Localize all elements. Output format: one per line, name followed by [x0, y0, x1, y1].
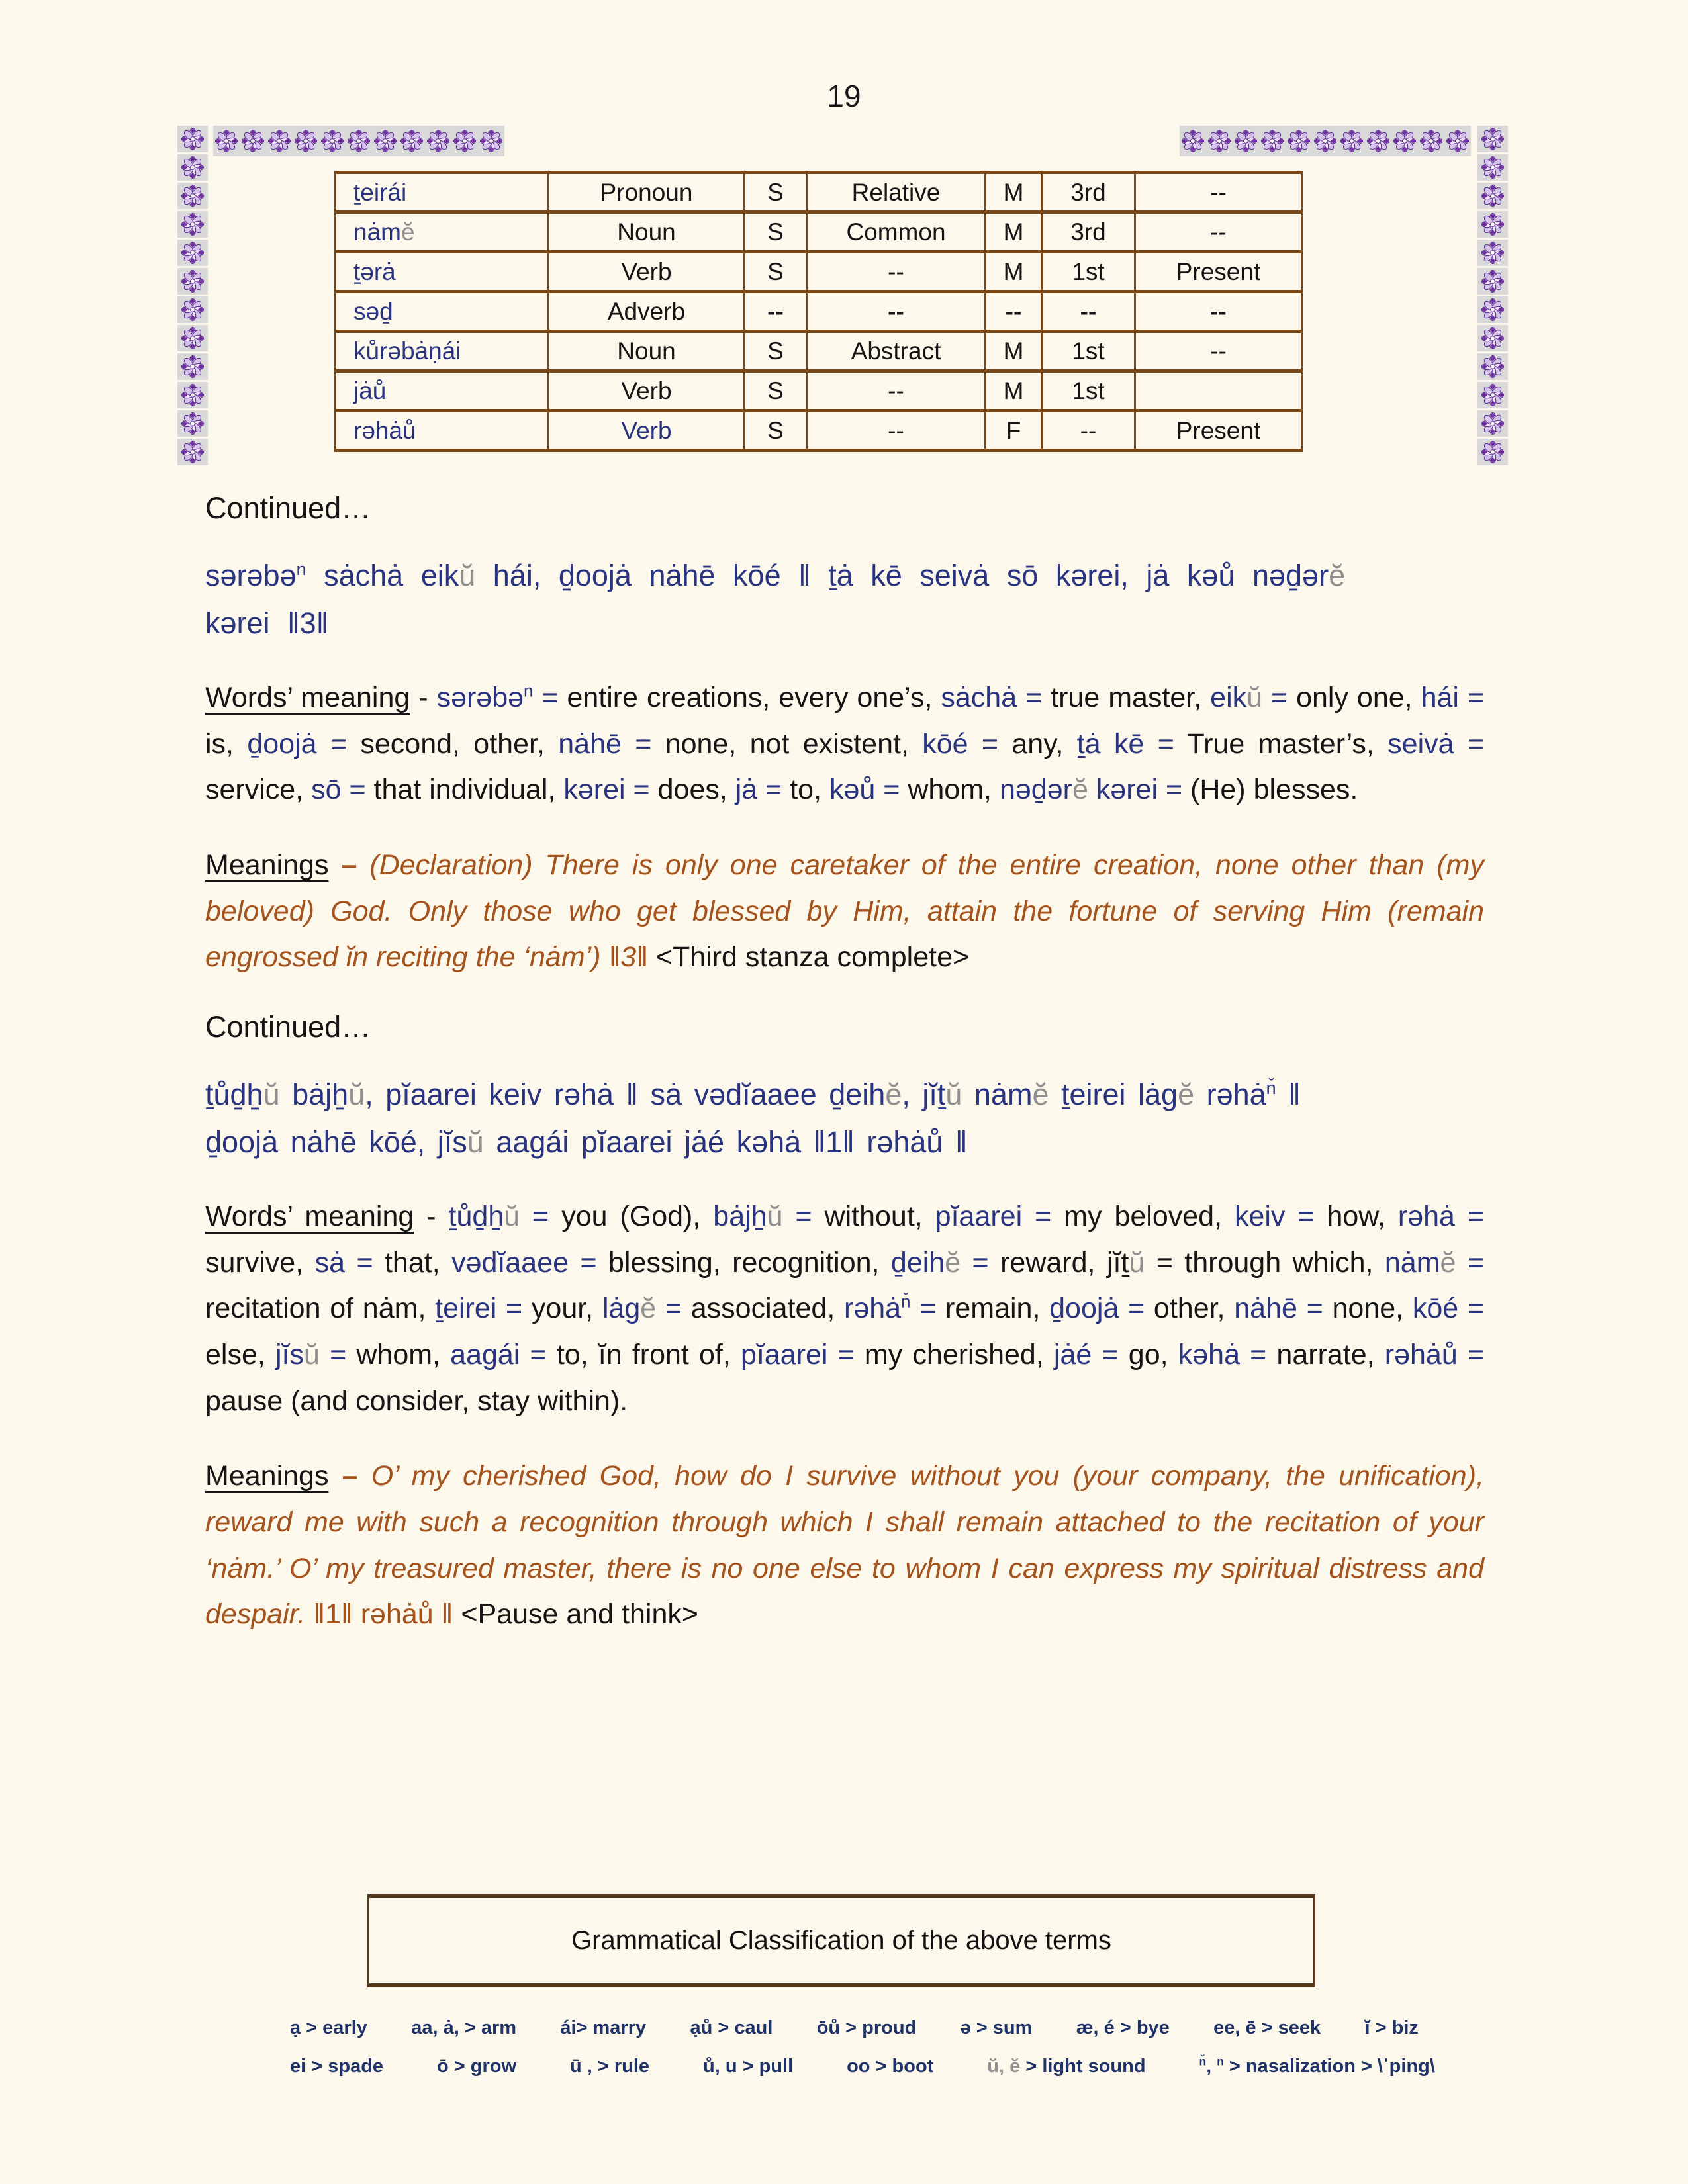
flower-icon: [181, 441, 204, 463]
flower-icon: [1481, 242, 1504, 264]
pronunciation-key-item: æ, é > bye: [1076, 2017, 1170, 2038]
table-cell: --: [807, 292, 986, 332]
pronunciation-key-item: ū , > rule: [569, 2056, 650, 2077]
pronunciation-key-row-1: [290, 2017, 1419, 2039]
table-cell: --: [1042, 411, 1135, 451]
table-cell: --: [1042, 292, 1135, 332]
flower-icon: [242, 130, 264, 152]
flower-icon: [181, 270, 204, 293]
table-cell: Relative: [807, 173, 986, 212]
table-cell: S: [745, 173, 807, 212]
flower-icon: [374, 130, 397, 152]
table-cell: S: [745, 332, 807, 371]
flower-icon: [1481, 213, 1504, 236]
flower-icon: [480, 130, 502, 152]
flower-icon: [181, 128, 204, 150]
flower-icon: [181, 242, 204, 264]
flower-icon: [1481, 384, 1504, 406]
table-cell: səḏ: [336, 292, 549, 332]
flower-icon: [181, 156, 204, 179]
table-cell: Adverb: [549, 292, 745, 332]
table-cell: Pronoun: [549, 173, 745, 212]
flower-cell: [177, 126, 208, 152]
table-cell: ṯərȧ: [336, 252, 549, 292]
flower-icon: [1208, 130, 1231, 152]
table-cell: Noun: [549, 332, 745, 371]
flower-cell: [1477, 296, 1508, 323]
table-cell: --: [745, 292, 807, 332]
flower-cell: [1477, 183, 1508, 209]
flower-icon: [321, 130, 344, 152]
page-number: 19: [827, 79, 861, 113]
flower-cell: [1477, 410, 1508, 437]
flower-cell: [177, 382, 208, 408]
flower-cell: [177, 240, 208, 266]
flower-icon: [1261, 130, 1284, 152]
table-cell: M: [986, 371, 1042, 411]
grammar-table: [334, 171, 1303, 452]
ornament-right-column: [1477, 126, 1508, 465]
flower-cell: [1477, 439, 1508, 465]
table-cell: 1st: [1042, 371, 1135, 411]
pronunciation-key-item: $^{n̆}$, $^n$ > nasalization > \ˈping\: [1199, 2054, 1435, 2077]
flower-cell: [1477, 382, 1508, 408]
pronunciation-key-item: aa, ȧ, > arm: [411, 2017, 517, 2038]
table-cell: S: [745, 252, 807, 292]
table-cell: kůrəbȧṇái: [336, 332, 549, 371]
table-cell: M: [986, 173, 1042, 212]
table-row: [336, 212, 1302, 252]
flower-icon: [181, 327, 204, 349]
pronunciation-key-row-2: [290, 2056, 1435, 2077]
pronunciation-key-item: ĭ > biz: [1364, 2017, 1419, 2038]
table-cell: F: [986, 411, 1042, 451]
table-cell: 1st: [1042, 252, 1135, 292]
flower-icon: [181, 412, 204, 435]
table-cell: 3rd: [1042, 173, 1135, 212]
table-cell: rəhȧů: [336, 411, 549, 451]
table-cell: M: [986, 252, 1042, 292]
pronunciation-key-item: ō > grow: [437, 2056, 517, 2077]
table-cell: Abstract: [807, 332, 986, 371]
flower-icon: [181, 185, 204, 207]
flower-icon: [1393, 130, 1416, 152]
flower-cell: [177, 296, 208, 323]
flower-icon: [268, 130, 291, 152]
flower-icon: [1481, 270, 1504, 293]
table-cell: M: [986, 212, 1042, 252]
pronunciation-key-item: ạů > caul: [690, 2017, 773, 2038]
flower-icon: [295, 130, 317, 152]
table-row: [336, 332, 1302, 371]
flower-cell: [1477, 325, 1508, 351]
flower-cell: [1477, 154, 1508, 181]
table-cell: Common: [807, 212, 986, 252]
meanings-1: Meanings – (Declaration) There is only one caretaker of the entire creation, none other than (my beloved) God. Only those who get blessed by Him, attain the fortune of serving Him (remain engrossed ĭn reciting the ‘nȧm’) ǁ3ǁ <Third stanza complete>: [205, 848, 1484, 974]
flower-icon: [181, 213, 204, 236]
flower-cell: [1477, 240, 1508, 266]
ornament-left-column: [177, 126, 208, 465]
flower-icon: [1481, 128, 1504, 150]
table-cell: Noun: [549, 212, 745, 252]
table-cell: Verb: [549, 371, 745, 411]
classification-box: [367, 1894, 1315, 1987]
table-cell: nȧmĕ: [336, 212, 549, 252]
table-cell: Verb: [549, 252, 745, 292]
table-row: [336, 411, 1302, 451]
flower-icon: [1481, 156, 1504, 179]
content-column: [205, 491, 1484, 1667]
flower-icon: [181, 355, 204, 378]
flower-cell: [177, 410, 208, 437]
flower-cell: [177, 183, 208, 209]
table-cell: 3rd: [1042, 212, 1135, 252]
table-cell: Present: [1135, 411, 1302, 451]
table-row: [336, 292, 1302, 332]
flower-icon: [1288, 130, 1310, 152]
flower-icon: [348, 130, 370, 152]
flower-cell: [1477, 211, 1508, 238]
table-cell: Verb: [549, 411, 745, 451]
meanings-2: Meanings – O’ my cherished God, how do I survive without you (your company, the unification), reward me with such a recognition through which I shall remain attached to the recitation of your ‘nȧm.’ O’ my treasured master, there is no one else to whom I can express my spiritual distress and despair. ǁ1ǁ rəhȧů ǁ <Pause and think>: [205, 1460, 1484, 1631]
table-cell: S: [745, 212, 807, 252]
flower-cell: [177, 325, 208, 351]
flower-icon: [1481, 185, 1504, 207]
table-cell: S: [745, 371, 807, 411]
flower-icon: [1481, 298, 1504, 321]
table-cell: --: [807, 411, 986, 451]
flower-cell: [177, 154, 208, 181]
flower-icon: [1420, 130, 1442, 152]
continued-heading-2: Continued…: [205, 1009, 371, 1044]
flower-cell: [177, 268, 208, 295]
verse-line-3: sərəbə$^n$ sȧchȧ eikŭ hái, ḏoojȧ nȧhē kōé ǁ ṯȧ kē seivȧ sō kərei, jȧ kəů nəḏərĕ kərei ǁ3ǁ: [205, 559, 1346, 640]
flower-cell: [177, 211, 208, 238]
flower-icon: [1340, 130, 1363, 152]
pronunciation-key-item: ə > sum: [960, 2017, 1033, 2038]
flower-icon: [1235, 130, 1257, 152]
flower-icon: [1481, 355, 1504, 378]
words-meaning-1: Words’ meaning - sərəbə$^n$ = entire creations, every one’s, sȧchȧ = true master, eikŭ = only one, hái = is, ḏoojȧ = second, other, nȧhē = none, not existent, kōé = any, ṯȧ kē = True master’s, seivȧ = service, sō = that individual, kərei = does, jȧ = to, kəů = whom, nəḏərĕ kərei = (He) blesses.: [205, 682, 1485, 806]
pronunciation-key-item: ŭ, ĕ > light sound: [987, 2056, 1146, 2077]
table-row: [336, 252, 1302, 292]
table-cell: --: [1135, 332, 1302, 371]
flower-icon: [181, 384, 204, 406]
flower-icon: [1481, 441, 1504, 463]
flower-cell: [1477, 353, 1508, 380]
continued-heading-1: Continued…: [205, 491, 371, 525]
ornament-top-right-bar: [1180, 126, 1471, 156]
table-row: [336, 173, 1302, 212]
table-cell: [1135, 371, 1302, 411]
pronunciation-key-item: oo > boot: [847, 2056, 934, 2077]
table-cell: --: [1135, 292, 1302, 332]
flower-icon: [453, 130, 476, 152]
flower-icon: [1314, 130, 1336, 152]
table-cell: --: [1135, 212, 1302, 252]
table-cell: jȧů: [336, 371, 549, 411]
flower-cell: [177, 439, 208, 465]
flower-icon: [1182, 130, 1204, 152]
flower-icon: [400, 130, 423, 152]
table-cell: S: [745, 411, 807, 451]
pronunciation-key-item: ee, ē > seek: [1213, 2017, 1321, 2038]
flower-icon: [1367, 130, 1389, 152]
verse-rahau: ṯůḏẖŭ bȧjẖŭ, pĭaarei keiv rəhȧ ǁ sȧ vədĭaaee ḏeihĕ, jĭṯŭ nȧmĕ ṯeirei lȧgĕ rəhȧ$^{n̆}$ ǁ ḏoojȧ nȧhē kōé, jĭsŭ aagái pĭaarei jȧé kəhȧ ǁ1ǁ rəhȧů ǁ: [205, 1077, 1301, 1159]
table-cell: --: [986, 292, 1042, 332]
flower-icon: [215, 130, 238, 152]
table-cell: --: [807, 252, 986, 292]
ornament-top-left-bar: [213, 126, 504, 156]
flower-cell: [177, 353, 208, 380]
table-cell: ṯeirái: [336, 173, 549, 212]
table-cell: --: [807, 371, 986, 411]
flower-icon: [1481, 412, 1504, 435]
pronunciation-key-item: ei > spade: [290, 2056, 384, 2077]
flower-icon: [1446, 130, 1469, 152]
pronunciation-key-item: ái> marry: [560, 2017, 647, 2038]
pronunciation-key-item: ōů > proud: [816, 2017, 917, 2038]
table-cell: 1st: [1042, 332, 1135, 371]
table-row: [336, 371, 1302, 411]
flower-icon: [1481, 327, 1504, 349]
flower-icon: [181, 298, 204, 321]
classification-box-title: Grammatical Classification of the above terms: [571, 1926, 1111, 1955]
table-cell: --: [1135, 173, 1302, 212]
table-cell: M: [986, 332, 1042, 371]
pronunciation-key-item: ů, u > pull: [703, 2056, 794, 2077]
table-cell: Present: [1135, 252, 1302, 292]
flower-cell: [1477, 268, 1508, 295]
flower-cell: [1477, 126, 1508, 152]
pronunciation-key-item: ạ > early: [290, 2017, 367, 2038]
words-meaning-2: Words’ meaning - ṯůḏẖŭ = you (God), bȧjẖŭ = without, pĭaarei = my beloved, keiv = how, rəhȧ = survive, sȧ = that, vədĭaaee = blessing, recognition, ḏeihĕ = reward, jĭṯŭ = through which, nȧmĕ = recitation of nȧm, ṯeirei = your, lȧgĕ = associated, rəhȧ$^{n̆}$ = remain, ḏoojȧ = other, nȧhē = none, kōé = else, jĭsŭ = whom, aagái = to, ĭn front of, pĭaarei = my cherished, jȧé = go, kəhȧ = narrate, rəhȧů = pause (and consider, stay within).: [205, 1200, 1485, 1417]
flower-icon: [427, 130, 449, 152]
